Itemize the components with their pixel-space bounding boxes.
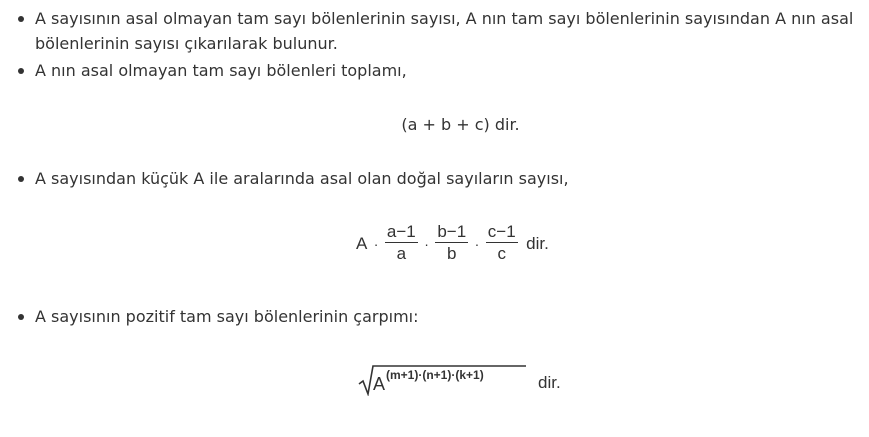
bullet-dot [18, 16, 24, 22]
formula-sum: (a + b + c) dir. [401, 115, 520, 134]
fraction-b-denominator: b [447, 244, 457, 263]
bullet-dot [18, 176, 24, 182]
bullet-dot [18, 68, 24, 74]
fraction-b [435, 222, 468, 265]
formula-suffix: dir. [526, 233, 549, 253]
fraction-c-denominator: c [497, 244, 506, 263]
formula-euler-phi [356, 222, 549, 265]
fraction-b-numerator: b−1 [437, 222, 467, 241]
fraction-a [385, 222, 418, 265]
bullet-text-1: A sayısının asal olmayan tam sayı bölenlerinin sayısı, A nın tam sayı bölenlerinin sayısından A nın asal bölenlerinin sayısı çıkarılarak bulunur. [35, 9, 854, 53]
formula-lead: A [356, 233, 368, 253]
fraction-a-denominator: a [396, 244, 407, 263]
bullet-item-2 [10, 58, 860, 83]
bullet-item-4 [10, 304, 860, 329]
formula-suffix-2: dir. [538, 373, 561, 392]
formula-exponent: (m+1)·(n+1)·(k+1) [386, 368, 484, 382]
fraction-c-numerator: c−1 [487, 222, 516, 241]
multiply-dot: · [373, 235, 379, 252]
bullet-text-2: A nın asal olmayan tam sayı bölenleri toplamı, [35, 61, 407, 80]
multiply-dot: · [424, 235, 429, 252]
bullet-item-3 [10, 166, 860, 191]
bullet-text-3: A sayısından küçük A ile aralarında asal olan doğal sayıların sayısı, [35, 169, 569, 188]
formula-base: A [373, 374, 386, 394]
bullet-dot [18, 314, 24, 320]
bullet-item-1 [10, 6, 860, 56]
formula-divisor-product [358, 362, 528, 396]
fraction-c [486, 222, 518, 265]
bullet-text-4: A sayısının pozitif tam sayı bölenlerinin çarpımı: [35, 307, 419, 326]
multiply-dot: · [474, 235, 480, 252]
fraction-a-numerator: a−1 [386, 222, 416, 241]
